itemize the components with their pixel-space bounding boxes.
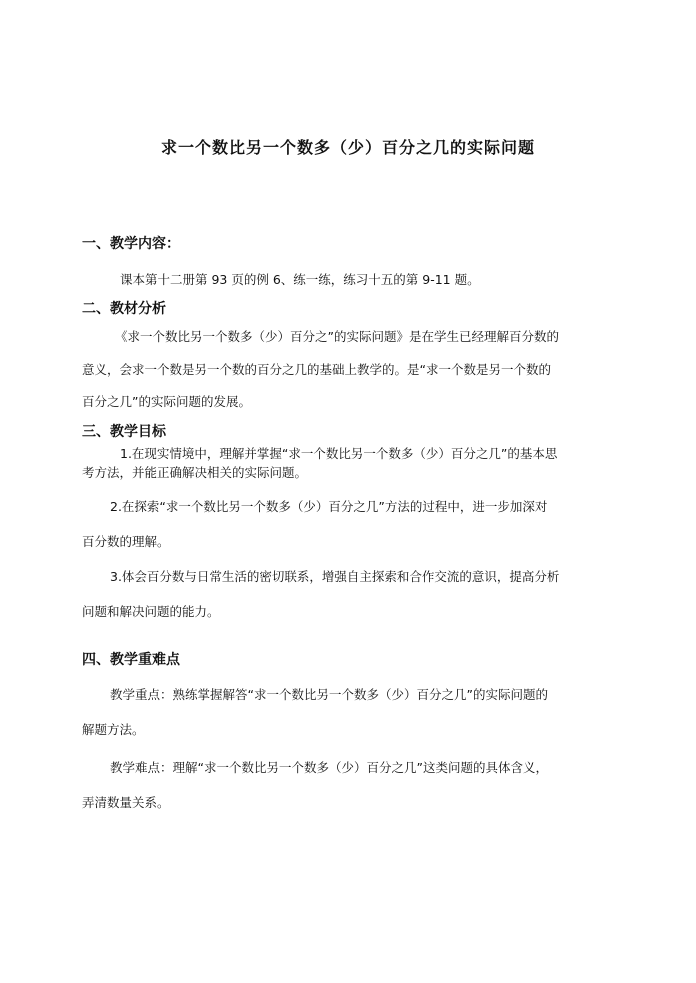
paragraph-line: 课本第十二册第 93 页的例 6、练一练，练习十五的第 9-11 题。 (120, 272, 480, 287)
section-heading-analysis: 二、教材分析 (82, 301, 166, 317)
paragraph-line: 百分数的理解。 (82, 534, 170, 549)
paragraph-line: 1.在现实情境中，理解并掌握“求一个数比另一个数多（少）百分之几”的基本思 (120, 446, 558, 461)
section-heading-key-points: 四、教学重难点 (82, 652, 180, 668)
paragraph-line: 《求一个数比另一个数多（少）百分之”的实际问题》是在学生已经理解百分数的 (115, 329, 559, 344)
paragraph-line: 问题和解决问题的能力。 (82, 604, 220, 619)
paragraph-line: 3.体会百分数与日常生活的密切联系，增强自主探索和合作交流的意识，提高分析 (110, 569, 560, 584)
page-title: 求一个数比另一个数多（少）百分之几的实际问题 (160, 138, 535, 157)
section-heading-goals: 三、教学目标 (82, 424, 166, 440)
paragraph-line: 教学重点：熟练掌握解答“求一个数比另一个数多（少）百分之几”的实际问题的 (110, 687, 548, 702)
section-heading-content: 一、教学内容： (82, 236, 180, 252)
paragraph-line: 解题方法。 (82, 722, 145, 737)
paragraph-line: 意义，会求一个数是另一个数的百分之几的基础上教学的。是“求一个数是另一个数的 (82, 362, 551, 377)
paragraph-line: 2.在探索“求一个数比另一个数多（少）百分之几”方法的过程中，进一步加深对 (110, 499, 548, 514)
paragraph-line: 弄清数量关系。 (82, 795, 170, 810)
paragraph-line: 百分之几”的实际问题的发展。 (82, 394, 251, 409)
paragraph-line: 教学难点：理解“求一个数比另一个数多（少）百分之几”这类问题的具体含义， (110, 760, 548, 775)
paragraph-line: 考方法，并能正确解决相关的实际问题。 (82, 465, 308, 480)
